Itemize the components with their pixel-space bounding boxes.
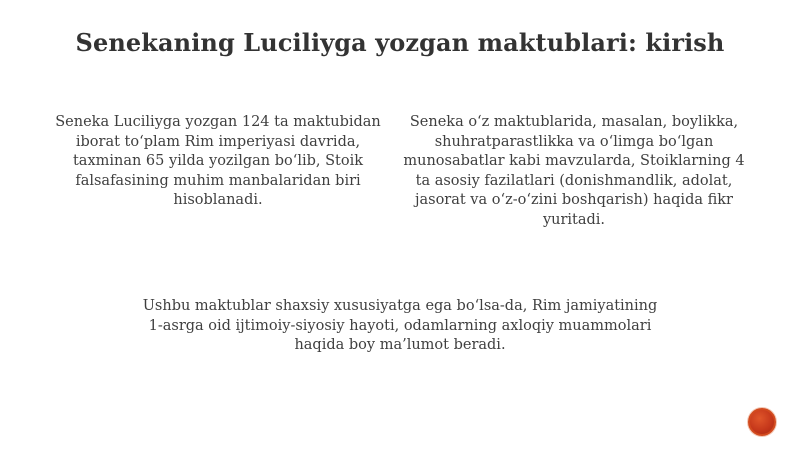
slide-title: Senekaning Luciliyga yozgan maktublari: kirish bbox=[75, 28, 725, 57]
left-paragraph: Seneka Luciliyga yozgan 124 ta maktubidan iborat to‘plam Rim imperiyasi davrida, taxminan 65 yilda yozilgan bo‘lib, Stoik falsafasining muhim manbalaridan biri hisoblanadi. bbox=[55, 114, 381, 208]
right-paragraph: Seneka o‘z maktublarida, masalan, boylikka, shuhratparastlikka va o‘limga bo‘lgan munosabatlar kabi mavzularda, Stoiklarning 4 ta asosiy fazilatlari (donishmandlik, adolat, jasorat va o‘z-o‘zini boshqarish) haqida fikr yuritadi. bbox=[403, 114, 745, 228]
circle-nav-icon[interactable] bbox=[748, 408, 776, 436]
bottom-paragraph: Ushbu maktublar shaxsiy xususiyatga ega bo‘lsa-da, Rim jamiyatining 1-asrga oid ijtimoiy-siyosiy hayoti, odamlarning axloqiy muammolari haqida boy ma’lumot beradi. bbox=[142, 298, 658, 353]
